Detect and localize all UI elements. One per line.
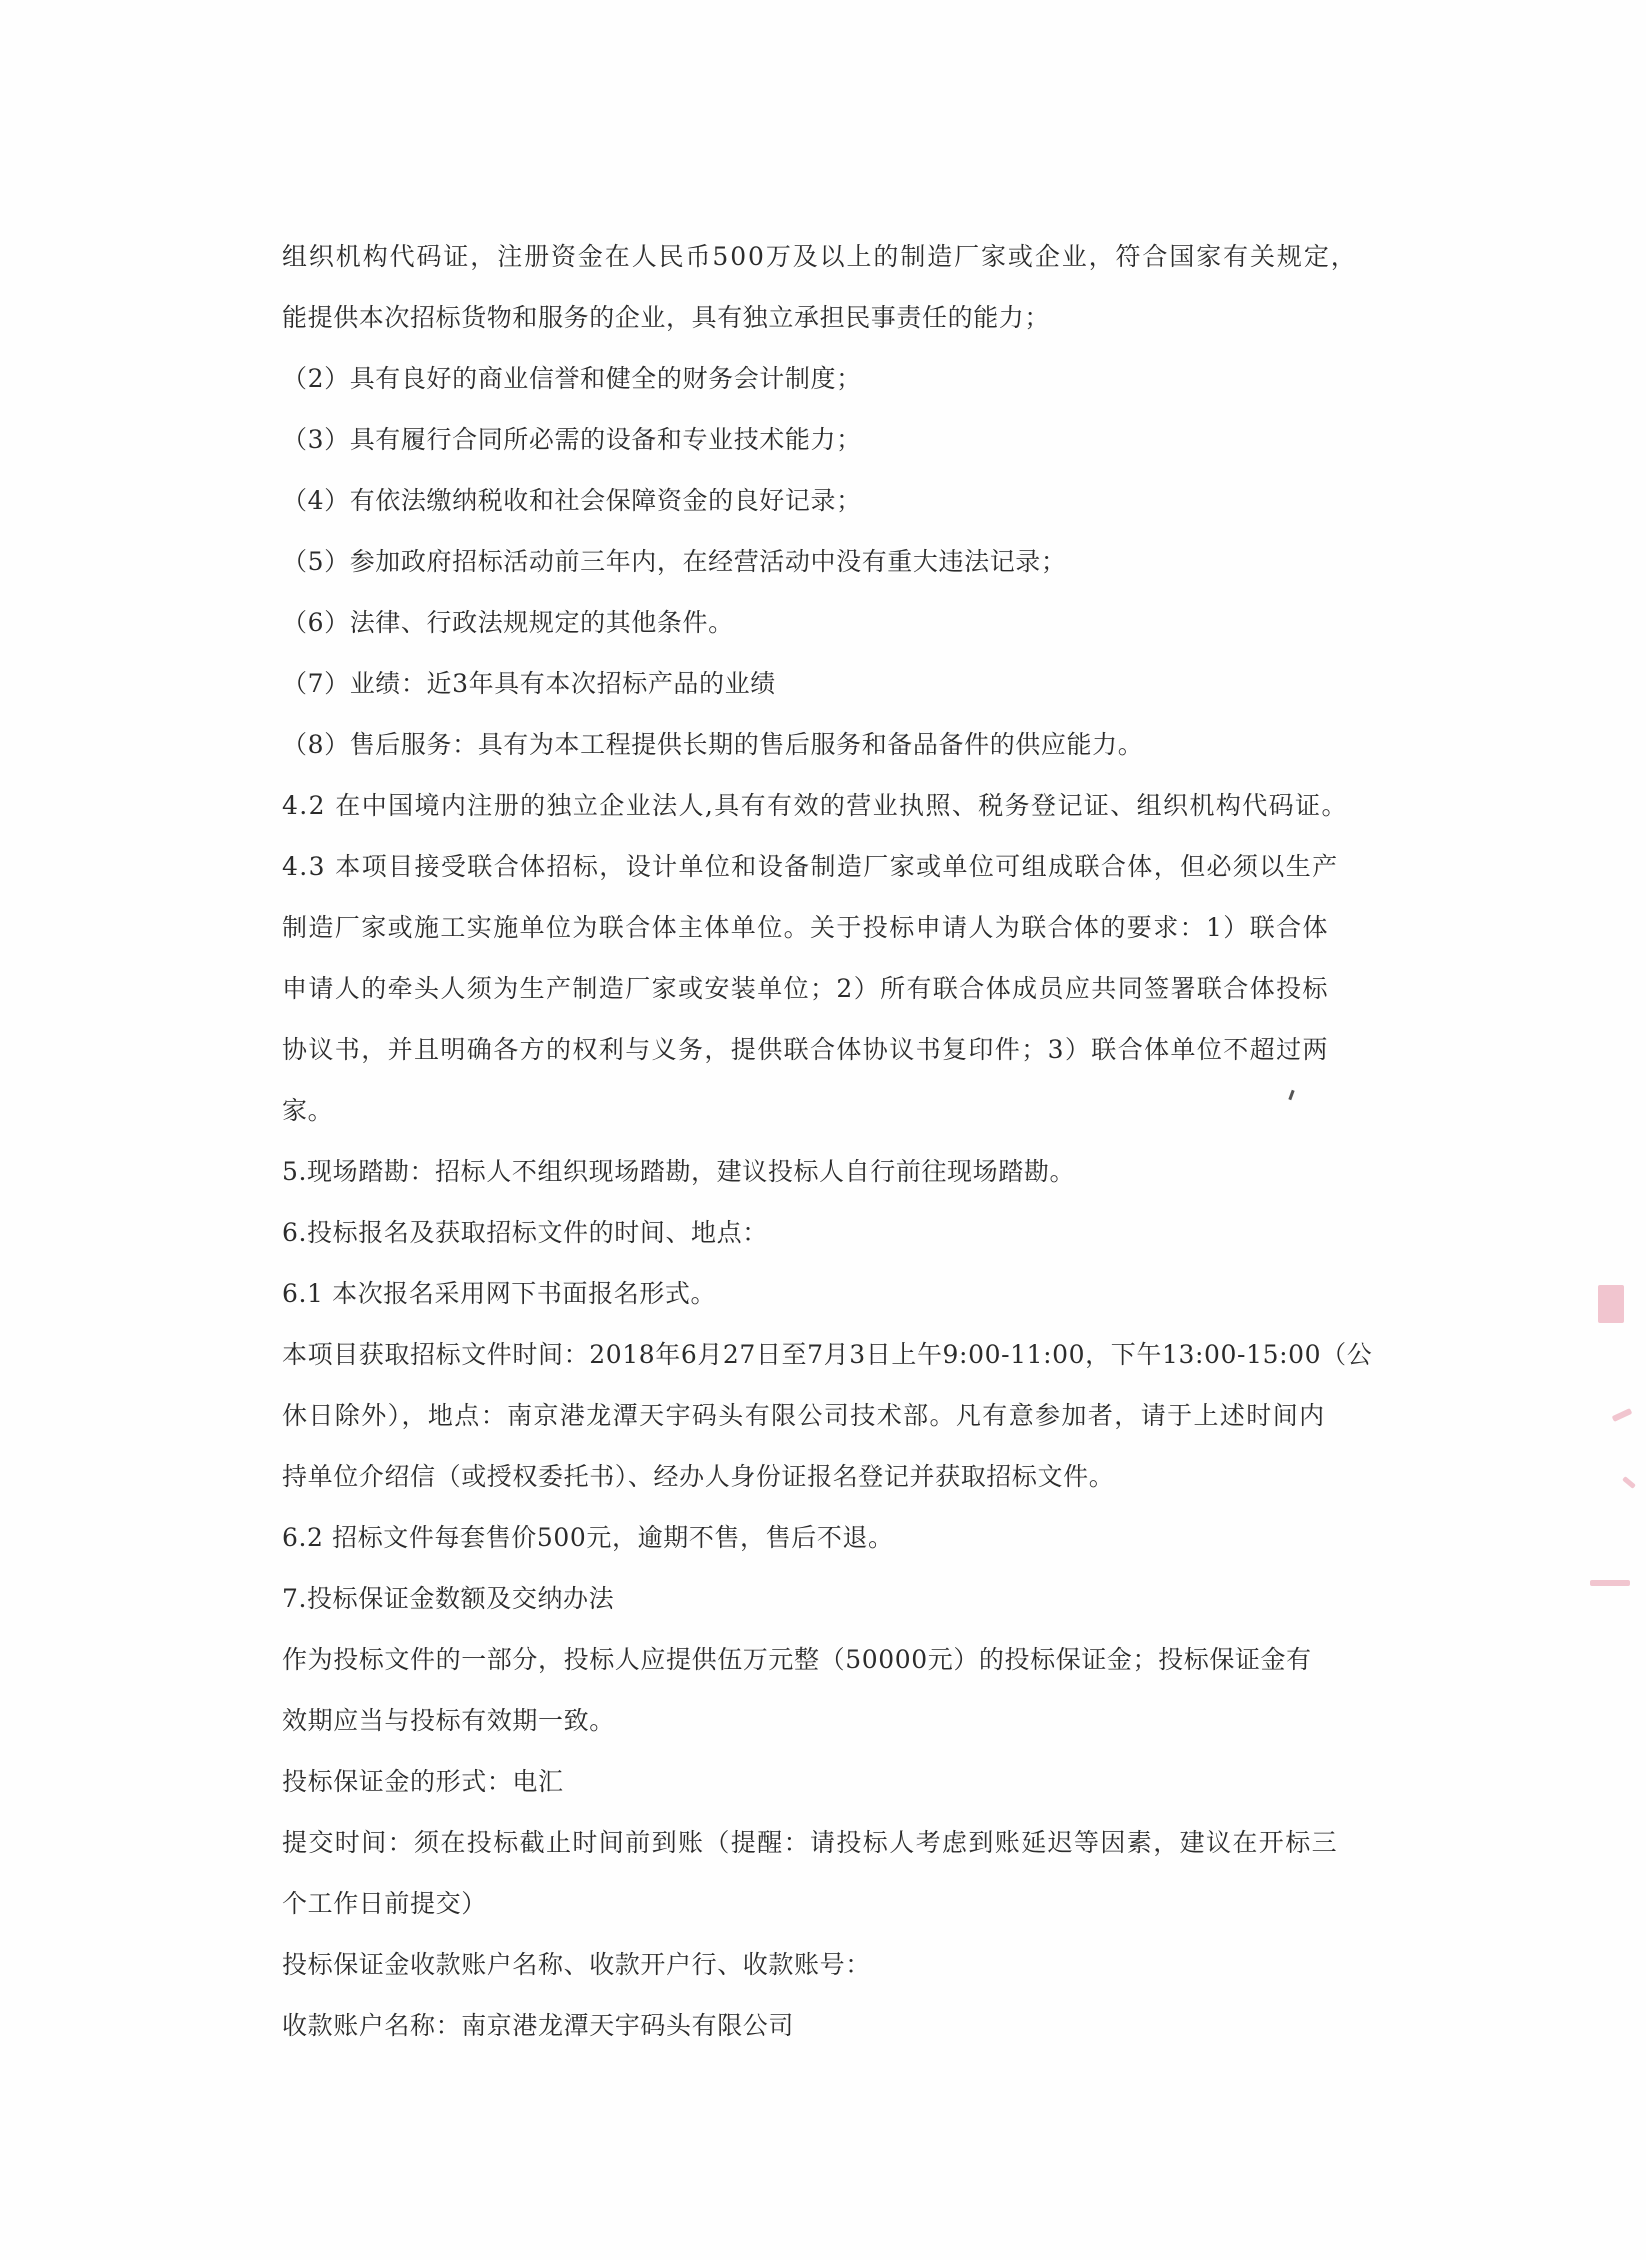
seal-fragment-mark [1622, 1476, 1636, 1489]
text-line: 6.1 本次报名采用网下书面报名形式。 [282, 1279, 717, 1308]
text-line: （6）法律、行政法规规定的其他条件。 [282, 608, 734, 637]
text-line: 个工作日前提交） [282, 1889, 487, 1918]
text-line: （2）具有良好的商业信誉和健全的财务会计制度； [282, 364, 862, 393]
text-line: （5）参加政府招标活动前三年内，在经营活动中没有重大违法记录； [282, 547, 1067, 576]
text-line: 能提供本次招标货物和服务的企业，具有独立承担民事责任的能力； [282, 303, 1051, 332]
text-line: 5.现场踏勘：招标人不组织现场踏勘，建议投标人自行前往现场踏勘。 [282, 1157, 1076, 1186]
text-line: （4）有依法缴纳税收和社会保障资金的良好记录； [282, 486, 862, 515]
text-line: 休日除外），地点：南京港龙潭天宇码头有限公司技术部。凡有意参加者，请于上述时间内 [282, 1401, 1326, 1430]
text-line: 组织机构代码证，注册资金在人民币500万及以上的制造厂家或企业，符合国家有关规定， [282, 242, 1358, 271]
text-line: 6.投标报名及获取招标文件的时间、地点： [282, 1218, 768, 1247]
text-line: 制造厂家或施工实施单位为联合体主体单位。关于投标申请人为联合体的要求：1）联合体 [282, 913, 1329, 942]
seal-fragment-mark [1598, 1285, 1624, 1323]
document-body [282, 226, 1373, 2056]
text-line: 6.2 招标文件每套售价500元，逾期不售，售后不退。 [282, 1523, 894, 1552]
text-line: 提交时间：须在投标截止时间前到账（提醒：请投标人考虑到账延迟等因素，建议在开标三 [282, 1828, 1339, 1857]
text-line: 作为投标文件的一部分，投标人应提供伍万元整（50000元）的投标保证金；投标保证金有 [282, 1645, 1312, 1674]
seal-fragment-mark [1590, 1580, 1630, 1586]
seal-fragment-mark [1612, 1408, 1633, 1422]
text-line: 收款账户名称：南京港龙潭天宇码头有限公司 [282, 2011, 795, 2040]
text-line: 申请人的牵头人须为生产制造厂家或安装单位；2）所有联合体成员应共同签署联合体投标 [282, 974, 1329, 1003]
text-line: 4.3 本项目接受联合体招标，设计单位和设备制造厂家或单位可组成联合体，但必须以生产 [282, 852, 1339, 881]
text-line: （8）售后服务：具有为本工程提供长期的售后服务和备品备件的供应能力。 [282, 730, 1144, 759]
text-line: （7）业绩：近3年具有本次招标产品的业绩 [282, 669, 776, 698]
text-line: 效期应当与投标有效期一致。 [282, 1706, 615, 1735]
text-line: 7.投标保证金数额及交纳办法 [282, 1584, 615, 1613]
text-line: 投标保证金的形式：电汇 [282, 1767, 564, 1796]
text-line: 本项目获取招标文件时间：2018年6月27日至7月3日上午9:00-11:00，下午13:00-15:00（公 [282, 1340, 1373, 1369]
text-line: 4.2 在中国境内注册的独立企业法人,具有有效的营业执照、税务登记证、组织机构代码证。 [282, 791, 1348, 820]
text-line: 持单位介绍信（或授权委托书）、经办人身份证报名登记并获取招标文件。 [282, 1462, 1115, 1491]
text-line: 协议书，并且明确各方的权利与义务，提供联合体协议书复印件；3）联合体单位不超过两 [282, 1035, 1329, 1064]
text-line: 投标保证金收款账户名称、收款开户行、收款账号： [282, 1950, 871, 1979]
text-line: 家。 [282, 1096, 334, 1125]
text-line: （3）具有履行合同所必需的设备和专业技术能力； [282, 425, 862, 454]
